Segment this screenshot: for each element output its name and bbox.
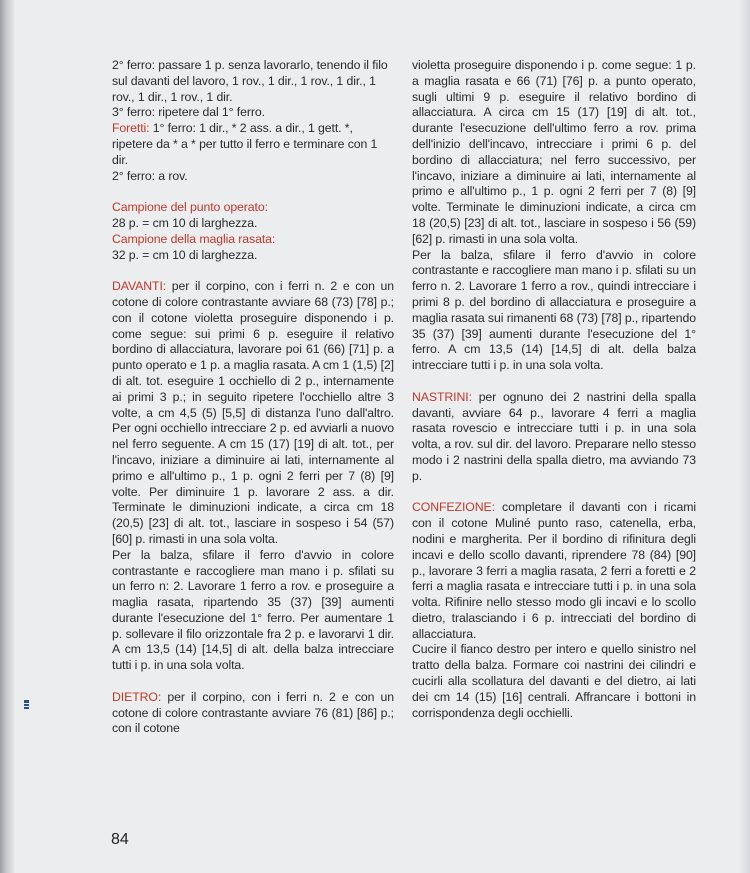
paragraph-davanti [112,279,394,548]
heading-dietro: DIETRO: [112,689,162,704]
page-binding-shadow [0,0,14,873]
paragraph-dietro [112,690,394,737]
paragraph-confezione [412,500,696,642]
campione-rasata-value: 32 p. = cm 10 di larghezza. [112,247,258,262]
paragraph-2-ferro-rov: 2° ferro: a rov. [112,168,188,183]
right-column [412,58,696,721]
dietro-text: per il corpino, con i ferri n. 2 e con un cotone di colore contrastante avviare 76 (81) [86] p.; con il cotone [112,689,394,736]
heading-confezione: CONFEZIONE: [412,500,495,515]
left-column [112,58,394,737]
paragraph-3-ferro: 3° ferro: ripetere dal 1° ferro. [112,105,265,120]
heading-foretti: Foretti: [112,121,150,136]
nastrini-text: per ognuno dei 2 nastrini della spalla davanti, avviare 64 p., lavorare 4 ferri a maglia rasata rovescio e intrecciare tutti i p. in una sola volta, a rov. sul dir. del lavoro. Preparare nello stesso modo i 2 nastrini della spalla dietro, ma avviando 73 p. [412,389,696,483]
heading-nastrini: NASTRINI: [412,389,472,404]
confezione-text: completare il davanti con i ricami con il cotone Muliné punto raso, catenella, erba, nodini e margherita. Per il bordino di rifinitura degli incavi e dello scollo davanti, riprendere 78 (84) [90] p., lavorare 3 ferri a maglia rasata, 2 ferri a foretti e 2 ferri a maglia rasata e intrecciare tutti i p. in una sola volta. Rifinire nello stesso modo gli incavi e lo scollo dietro, tralasciando i 6 p. intrecciati del bordino di allacciatura. [412,500,696,641]
davanti-text: per il corpino, con i ferri n. 2 e con un cotone di colore contrastante avviare 68 (73) [78] p.; con il cotone violetta proseguire disponendo i p. come segue: sui primi 6 p. eseguire il relativo bordino di allacciatura, lavorare poi 61 (66) [71] p. a punto operato e 1 p. a maglia rasata. A cm 1 (1,5) [2] di alt. tot. eseguire 1 occhiello di 2 p., internamente ai primi 3 p.; in seguito ripetere l'occhiello altre 3 volte, a cm 4,5 (5) [5,5] di distanza l'uno dall'altro. Per ogni occhiello intrecciare 2 p. ed avviarli a nuovo nel ferro seguente. A cm 15 (17) [19] di alt. tot., per l'incavo, iniziare a diminuire ai lati, internamente al primo e all'ultimo p., 1 p. ogni 2 ferri per 7 (8) [9] volte. Per diminuire 1 p. lavorare 2 ass. a dir. Terminate le diminuzioni indicate, a circa cm 18 (20,5) [23] di alt. tot., lasciare in sospeso i 54 (57) [60] p. rimasti in una sola volta. [112,279,394,546]
paragraph-balza-davanti: Per la balza, sfilare il ferro d'avvio in colore contrastante e raccogliere man mano i p. sfilati su un ferro n: 2. Lavorare 1 ferro a rov. e proseguire a maglia rasata, ripartendo 35 (37) [39] aumenti durante l'esecuzione del 1° ferro. Per aumentare 1 p. sollevare il filo orizzontale fra 2 p. e lavorarvi 1 dir. A cm 13,5 (14) [14,5] di alt. della balza intrecciare tutti i p. in una sola volta. [112,547,394,673]
heading-campione-operato: Campione del punto operato: [112,200,268,215]
paragraph-nastrini [412,390,696,485]
heading-campione-rasata: Campione della maglia rasata: [112,231,276,246]
campione-operato-value: 28 p. = cm 10 di larghezza. [112,215,258,230]
paragraph-dietro-continued: violetta proseguire disponendo i p. come segue: 1 p. a maglia rasata e 66 (71) [76] p. a punto operato, sugli ultimi 9 p. eseguire il relativo bordino di allacciatura. A circa cm 15 (17) [19] di alt. tot., durante l'esecuzione dell'ultimo ferro a rov. prima dell'inizio dell'incavo, intrecciare i primi 6 p. del bordino di allacciatura; nel ferro successivo, per l'incavo, iniziare a diminuire ai lati, internamente al primo e all'ultimo p., 1 p. ogni 2 ferri per 7 (8) [9] volte. Terminate le diminuzioni indicate, a circa cm 18 (20,5) [23] di alt. tot., lasciare in sospeso i 56 (59) [62] p. rimasti in una sola volta. [412,58,696,246]
paragraph-foretti [112,121,394,168]
foretti-text: 1° ferro: 1 dir., * 2 ass. a dir., 1 gett. *, ripetere da * a * per tutto il ferro e terminare con 1 dir. [112,121,378,167]
heading-davanti: DAVANTI: [112,279,167,294]
margin-marker [24,700,29,709]
paragraph-cucire: Cucire il fianco destro per intero e quello sinistro nel tratto della balza. Formare coi nastrini dei cilindri e cucirli alla scollatura del davanti e del dietro, ai lati dei cm 14 (15) [16] centrali. Affrancare i bottoni in corrispondenza degli occhielli. [412,642,696,720]
page-edge [740,0,750,873]
page-number: 84 [111,831,129,848]
paragraph-balza-dietro: Per la balza, sfilare il ferro d'avvio in colore contrastante e raccogliere man mano i p. sfilati su un ferro n. 2. Lavorare 1 ferro a rov., quindi intrecciare i primi 8 p. del bordino di allacciatura e proseguire a maglia rasata sui rimanenti 68 (73) [78] p., ripartendo 35 (37) [39] aumenti durante l'esecuzione del 1° ferro. A cm 13,5 (14) [14,5] di alt. della balza intrecciare tutti i p. in una sola volta. [412,247,696,373]
paragraph-2-ferro: 2° ferro: passare 1 p. senza lavorarlo, tenendo il filo sul davanti del lavoro, 1 rov., 1 dir., 1 rov., 1 dir., 1 rov., 1 dir., 1 rov., 1 dir. [112,58,388,104]
